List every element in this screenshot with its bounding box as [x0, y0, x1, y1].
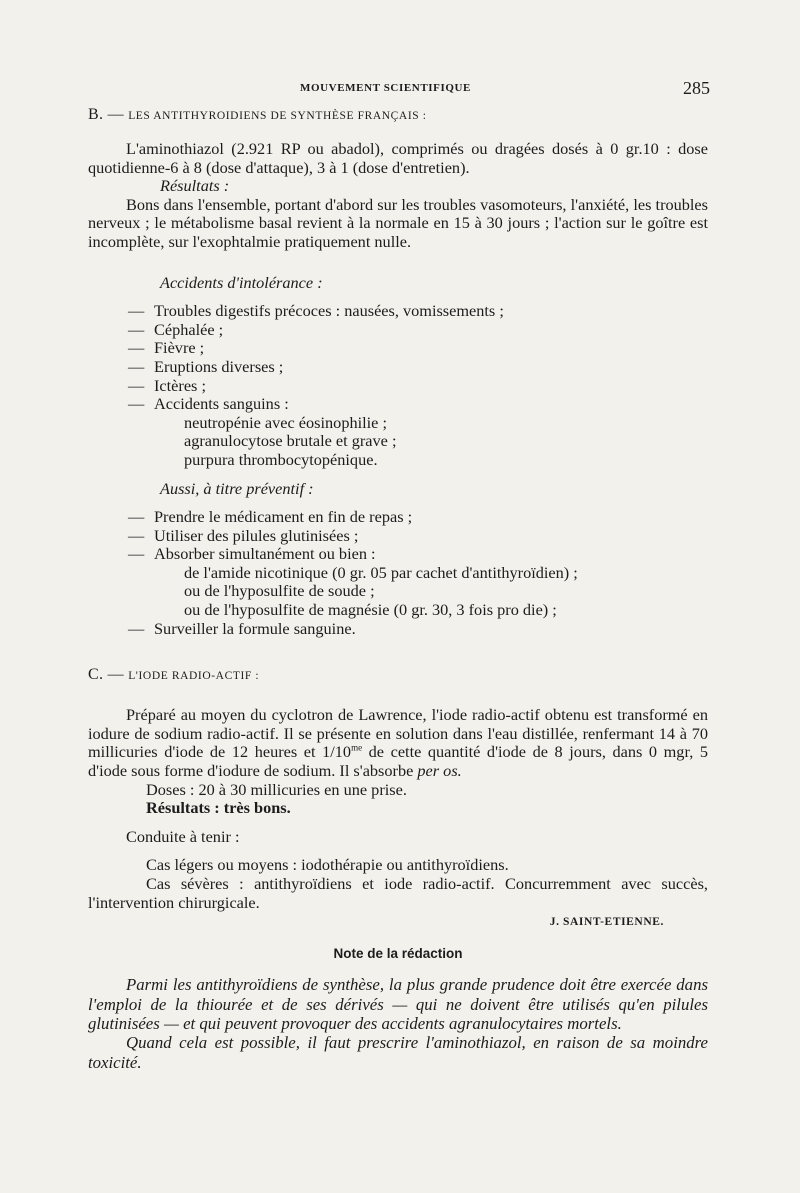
section-b-title: LES ANTITHYROIDIENS DE SYNTHÈSE FRANÇAIS :	[128, 110, 427, 122]
preventive-label: Aussi, à titre préventif :	[160, 478, 314, 498]
list-item: — Eruptions diverses ;	[128, 356, 284, 376]
accidents-list	[88, 302, 708, 414]
conduct-label: Conduite à tenir :	[126, 826, 240, 846]
preventive-list	[88, 508, 708, 638]
list-item: — Absorber simultanément ou bien :	[128, 544, 376, 564]
document-page	[88, 78, 708, 1072]
list-item: neutropénie avec éosinophilie ;	[184, 412, 387, 432]
note-paragraph-1: Parmi les antithyroïdiens de synthèse, la plus grande prudence doit être exercée dans l'emploi de la thiourée et de ses dérivés — qui ne doivent être utilisés qu'en pilules glutinisées — et qui peuvent provoquer des accidents agranulocytaires mortels.	[88, 975, 708, 1033]
conduct-mild: Cas légers ou moyens : iodothérapie ou antithyroïdiens.	[146, 855, 509, 875]
list-item: — Fièvre ;	[128, 338, 205, 358]
editorial-note	[88, 946, 708, 1072]
list-item: — Prendre le médicament en fin de repas ;	[128, 507, 413, 527]
blood-accidents-list	[88, 414, 708, 470]
list-item: ou de l'hyposulfite de soude ;	[184, 581, 375, 601]
accidents-label: Accidents d'intolérance :	[160, 272, 323, 292]
conduct-severe: Cas sévères : antithyroïdiens et iode radio-actif. Concurremment avec succès, l'intervention chirurgicale.	[88, 874, 708, 912]
list-item: agranulocytose brutale et grave ;	[184, 431, 397, 451]
list-item: — Utiliser des pilules glutinisées ;	[128, 525, 359, 545]
section-b-prefix: B. —	[88, 106, 124, 123]
running-title: MOUVEMENT SCIENTIFIQUE	[300, 82, 471, 94]
running-header	[88, 78, 708, 100]
list-item: purpura thrombocytopénique.	[184, 449, 378, 469]
list-item: — Céphalée ;	[128, 319, 224, 339]
list-item: — Accidents sanguins :	[128, 394, 289, 414]
list-item: — Surveiller la formule sanguine.	[128, 618, 356, 638]
results-text: Bons dans l'ensemble, portant d'abord sur les troubles vasomoteurs, l'anxiété, les troubles nerveux ; le métabolisme basal revient à la normale en 15 à 30 jours ; l'action sur le goître est incomplète, sur l'exophtalmie pratiquement nulle.	[88, 194, 708, 251]
list-item: — Ictères ;	[128, 375, 206, 395]
author-signature: J. SAINT-ETIENNE.	[549, 916, 664, 929]
list-item: de l'amide nicotinique (0 gr. 05 par cachet d'antithyroïdien) ;	[184, 562, 578, 582]
iode-description: Préparé au moyen du cyclotron de Lawrence, l'iode radio-actif obtenu est transformé en iodure de sodium radio-actif. Il se présente en solution dans l'eau distillée, renfermant 14 à 70 millicuries d'iode de 12 heures et $1/10^{me}$ de cette quantité d'iode de 8 jours, dans 0 mgr, 5 d'iode sous forme d'iodure de sodium. Il s'absorbe per os.	[88, 705, 709, 781]
results-line: Résultats : très bons.	[146, 798, 291, 818]
section-c-prefix: C. —	[88, 666, 124, 684]
list-item: — Troubles digestifs précoces : nausées, vomissements ;	[128, 301, 504, 321]
section-c-title: L'IODE RADIO-ACTIF :	[128, 670, 260, 683]
page-number: 285	[683, 78, 710, 98]
results-label: Résultats :	[160, 176, 230, 196]
note-title: Note de la rédaction	[333, 946, 463, 962]
note-paragraph-2: Quand cela est possible, il faut prescrire l'aminothiazol, en raison de sa moindre toxicité.	[88, 1033, 708, 1072]
doses-line: Doses : 20 à 30 millicuries en une prise.	[146, 779, 407, 799]
list-item: ou de l'hyposulfite de magnésie (0 gr. 30, 3 fois pro die) ;	[184, 600, 557, 620]
aminothiazol-intro: L'aminothiazol (2.921 RP ou abadol), comprimés ou dragées dosés à 0 gr.10 : dose quotidienne-6 à 8 (dose d'attaque), 3 à 1 (dose d'entretien).	[88, 139, 708, 177]
section-b-heading	[88, 106, 708, 124]
section-c-heading	[88, 666, 708, 684]
